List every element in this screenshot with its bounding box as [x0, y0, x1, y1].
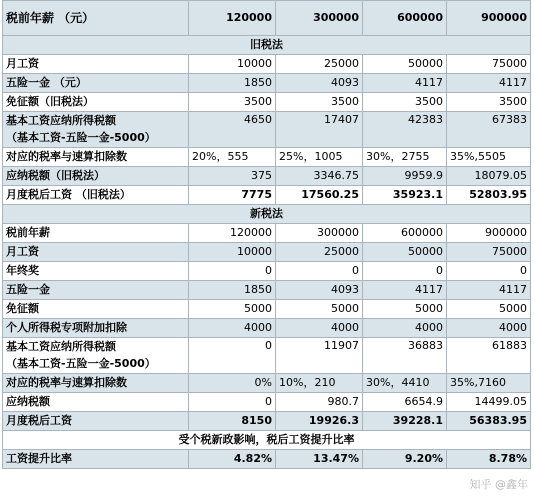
cell: 4093	[276, 74, 363, 93]
row-label: 个人所得税专项附加扣除	[3, 319, 189, 338]
header-value: 600000	[363, 1, 447, 36]
cell: 5000	[276, 300, 363, 319]
cell: 10000	[189, 243, 276, 262]
cell: 25000	[276, 55, 363, 74]
cell: 39228.1	[363, 412, 447, 431]
old-section-title: 旧税法	[3, 36, 531, 55]
watermark: 知乎 @鑫年	[469, 478, 528, 491]
cell: 17560.25	[276, 186, 363, 205]
impact-title-row	[3, 431, 531, 450]
cell: 300000	[276, 224, 363, 243]
cell: 35923.1	[363, 186, 447, 205]
cell: 375	[189, 167, 276, 186]
row-label: 对应的税率与速算扣除数	[3, 148, 189, 167]
cell: 5000	[447, 300, 531, 319]
header-value: 300000	[276, 1, 363, 36]
row-label: 月工资	[3, 243, 189, 262]
cell: 75000	[447, 55, 531, 74]
tax-comparison-table	[2, 0, 531, 469]
table-row	[3, 374, 531, 393]
cell: 25%，1005	[276, 148, 363, 167]
cell: 4.82%	[189, 450, 276, 469]
cell: 35%,7160	[447, 374, 531, 393]
row-label	[3, 338, 189, 374]
new-section-title-row	[3, 205, 531, 224]
cell: 10000	[189, 55, 276, 74]
cell: 0	[189, 262, 276, 281]
cell: 0	[189, 393, 276, 412]
row-label: 月工资	[3, 55, 189, 74]
table-row	[3, 224, 531, 243]
table-row	[3, 319, 531, 338]
cell: 0	[363, 262, 447, 281]
cell: 50000	[363, 243, 447, 262]
cell: 7775	[189, 186, 276, 205]
cell: 3500	[363, 93, 447, 112]
cell: 11907	[276, 338, 363, 374]
cell: 30%，4410	[363, 374, 447, 393]
cell: 30%，2755	[363, 148, 447, 167]
table-row	[3, 74, 531, 93]
row-label: 应纳税额（旧税法）	[3, 167, 189, 186]
cell: 600000	[363, 224, 447, 243]
table-row	[3, 243, 531, 262]
cell: 5000	[363, 300, 447, 319]
cell: 4000	[447, 319, 531, 338]
table-row	[3, 112, 531, 148]
cell: 36883	[363, 338, 447, 374]
table-row	[3, 412, 531, 431]
cell: 1850	[189, 74, 276, 93]
cell: 980.7	[276, 393, 363, 412]
table-row	[3, 186, 531, 205]
cell: 13.47%	[276, 450, 363, 469]
row-label: 五险一金 （元）	[3, 74, 189, 93]
cell: 9.20%	[363, 450, 447, 469]
cell: 5000	[189, 300, 276, 319]
cell: 8.78%	[447, 450, 531, 469]
cell: 0%	[189, 374, 276, 393]
cell: 61883	[447, 338, 531, 374]
row-label: 免征额（旧税法）	[3, 93, 189, 112]
table-row	[3, 393, 531, 412]
table-row	[3, 338, 531, 374]
cell: 1850	[189, 281, 276, 300]
header-row	[3, 1, 531, 36]
cell: 4117	[447, 281, 531, 300]
cell: 35%,5505	[447, 148, 531, 167]
cell: 0	[276, 262, 363, 281]
row-label-line: 基本工资应纳所得税额	[6, 114, 116, 127]
row-label-line: 基本工资应纳所得税额	[6, 340, 116, 353]
table-row	[3, 300, 531, 319]
cell: 56383.95	[447, 412, 531, 431]
cell: 19926.3	[276, 412, 363, 431]
cell: 42383	[363, 112, 447, 148]
row-label: 应纳税额	[3, 393, 189, 412]
row-label: 月度税后工资	[3, 412, 189, 431]
cell: 9959.9	[363, 167, 447, 186]
cell: 4117	[363, 281, 447, 300]
cell: 17407	[276, 112, 363, 148]
cell: 0	[189, 338, 276, 374]
cell: 4650	[189, 112, 276, 148]
cell: 120000	[189, 224, 276, 243]
cell: 18079.05	[447, 167, 531, 186]
row-label: 税前年薪	[3, 224, 189, 243]
cell: 10%，210	[276, 374, 363, 393]
cell: 25000	[276, 243, 363, 262]
row-label: 工资提升比率	[3, 450, 189, 469]
header-value: 120000	[189, 1, 276, 36]
header-value: 900000	[447, 1, 531, 36]
row-label	[3, 112, 189, 148]
cell: 8150	[189, 412, 276, 431]
cell: 52803.95	[447, 186, 531, 205]
table-row	[3, 281, 531, 300]
table-row	[3, 167, 531, 186]
row-label: 五险一金	[3, 281, 189, 300]
table-row	[3, 148, 531, 167]
cell: 4000	[189, 319, 276, 338]
cell: 75000	[447, 243, 531, 262]
table-row	[3, 55, 531, 74]
cell: 4117	[447, 74, 531, 93]
header-label: 税前年薪 （元）	[3, 1, 189, 36]
cell: 3346.75	[276, 167, 363, 186]
old-section-title-row	[3, 36, 531, 55]
cell: 4000	[276, 319, 363, 338]
cell: 0	[447, 262, 531, 281]
impact-title: 受个税新政影响，税后工资提升比率	[3, 431, 531, 450]
cell: 4117	[363, 74, 447, 93]
cell: 900000	[447, 224, 531, 243]
cell: 50000	[363, 55, 447, 74]
table-row	[3, 93, 531, 112]
row-label: 对应的税率与速算扣除数	[3, 374, 189, 393]
cell: 3500	[276, 93, 363, 112]
row-label: 免征额	[3, 300, 189, 319]
cell: 67383	[447, 112, 531, 148]
row-label-line: （基本工资-五险一金-5000）	[6, 131, 156, 144]
row-label: 年终奖	[3, 262, 189, 281]
cell: 6654.9	[363, 393, 447, 412]
cell: 4093	[276, 281, 363, 300]
new-section-title: 新税法	[3, 205, 531, 224]
cell: 3500	[447, 93, 531, 112]
cell: 14499.05	[447, 393, 531, 412]
cell: 20%，555	[189, 148, 276, 167]
row-label: 月度税后工资 （旧税法）	[3, 186, 189, 205]
cell: 3500	[189, 93, 276, 112]
table-row	[3, 262, 531, 281]
cell: 4000	[363, 319, 447, 338]
table-row	[3, 450, 531, 469]
row-label-line: （基本工资-五险一金-5000）	[6, 357, 156, 370]
